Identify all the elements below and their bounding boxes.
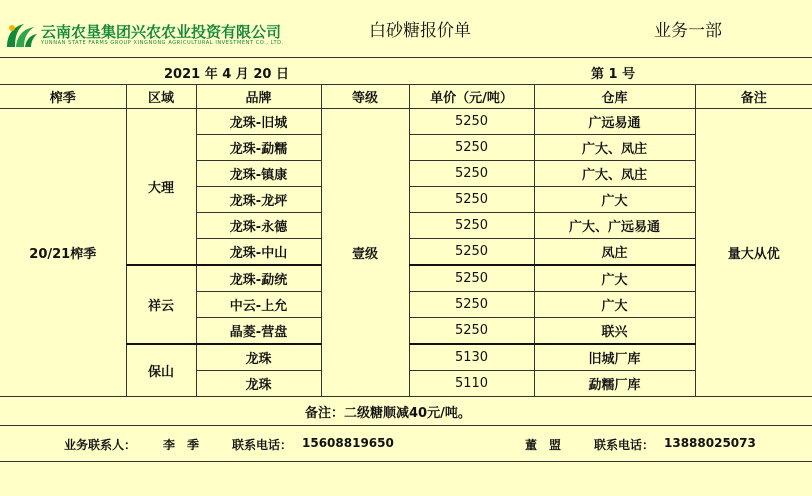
company-name-english: YUNNAN STATE FARMS GROUP XINGNONG AGRICULTURAL INVESTMENT CO., LTD.	[41, 40, 284, 46]
column-header-remark: 备注	[695, 85, 812, 109]
contact2-phone: 13888025073	[664, 436, 756, 450]
price-cell: 5130	[409, 344, 534, 371]
warehouse-cell: 广大	[534, 265, 695, 292]
brand-cell: 龙珠-旧城	[196, 109, 321, 135]
company-logo-icon	[4, 20, 38, 50]
contact1-phone-label: 联系电话：	[232, 438, 293, 452]
brand-cell: 龙珠-镇康	[196, 161, 321, 187]
remark-cell: 量大从优	[695, 109, 812, 397]
contact-label: 业务联系人：	[64, 438, 137, 452]
footnote: 备注：二级糖顺减40元/吨。	[305, 406, 471, 421]
warehouse-cell: 广大、凤庄	[534, 135, 695, 161]
contact2-phone-label: 联系电话：	[594, 438, 655, 452]
price-cell: 5250	[409, 109, 534, 135]
contact1-name: 李 季	[163, 438, 200, 452]
contact2-name: 董 盟	[525, 438, 562, 452]
region-cell: 大理	[126, 109, 196, 266]
brand-cell: 晶菱-营盘	[196, 318, 321, 345]
column-header-brand: 品牌	[196, 85, 321, 109]
warehouse-cell: 凤庄	[534, 239, 695, 266]
price-cell: 5110	[409, 371, 534, 397]
sheet-header	[0, 0, 812, 57]
price-cell: 5250	[409, 239, 534, 266]
column-header-price: 单价（元/吨）	[409, 85, 534, 109]
brand-cell: 龙珠-龙坪	[196, 187, 321, 213]
warehouse-cell: 联兴	[534, 318, 695, 345]
note-row	[0, 396, 812, 426]
brand-cell: 龙珠-中山	[196, 239, 321, 266]
season-cell: 20/21榨季	[0, 109, 126, 397]
warehouse-cell: 广大	[534, 187, 695, 213]
warehouse-cell: 广大	[534, 292, 695, 318]
brand-cell: 龙珠	[196, 371, 321, 397]
column-header-warehouse: 仓库	[534, 85, 695, 109]
column-header-season: 榨季	[0, 85, 126, 109]
price-cell: 5250	[409, 135, 534, 161]
warehouse-cell: 广远易通	[534, 109, 695, 135]
price-cell: 5250	[409, 213, 534, 239]
price-cell: 5250	[409, 187, 534, 213]
grade-cell: 壹级	[321, 109, 409, 397]
brand-cell: 中云-上允	[196, 292, 321, 318]
date-row	[0, 57, 812, 84]
contact1-phone: 15608819650	[302, 436, 394, 450]
divider	[0, 461, 812, 462]
region-cell: 祥云	[126, 265, 196, 344]
contact-row	[0, 425, 812, 461]
document-title: 白砂糖报价单	[369, 21, 471, 41]
price-table	[0, 84, 812, 397]
region-cell: 保山	[126, 344, 196, 397]
brand-cell: 龙珠-永德	[196, 213, 321, 239]
price-cell: 5250	[409, 265, 534, 292]
price-cell: 5250	[409, 318, 534, 345]
department-label: 业务一部	[654, 21, 722, 41]
column-header-region: 区域	[126, 85, 196, 109]
table-header-row	[0, 85, 812, 109]
brand-cell: 龙珠	[196, 344, 321, 371]
quote-date: 2021 年 4 月 20 日	[164, 67, 289, 82]
column-header-grade: 等级	[321, 85, 409, 109]
warehouse-cell: 广大、凤庄	[534, 161, 695, 187]
quote-number: 第 1 号	[591, 67, 636, 82]
price-cell: 5250	[409, 292, 534, 318]
company-name: 云南农垦集团兴农农业投资有限公司	[41, 23, 282, 41]
brand-cell: 龙珠-勐糯	[196, 135, 321, 161]
warehouse-cell: 勐糯厂库	[534, 371, 695, 397]
warehouse-cell: 广大、广远易通	[534, 213, 695, 239]
table-row	[0, 109, 812, 135]
brand-cell: 龙珠-勐统	[196, 265, 321, 292]
price-cell: 5250	[409, 161, 534, 187]
warehouse-cell: 旧城厂库	[534, 344, 695, 371]
